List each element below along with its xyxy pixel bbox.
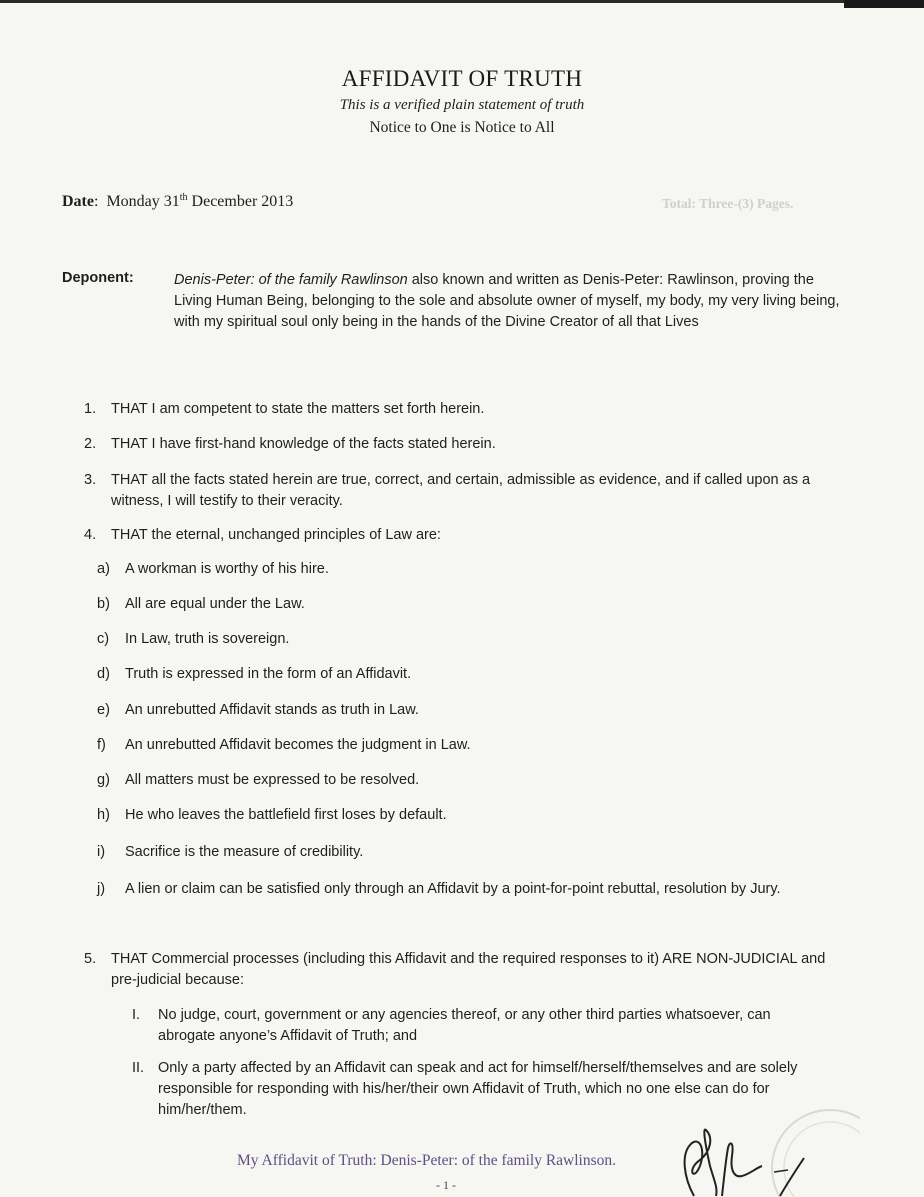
sub-item-text: No judge, court, government or any agencies thereof, or any other third parties whatsoever, can abrogate anyone’s Affidavit of Truth; and xyxy=(158,1007,771,1044)
list-item-text: THAT Commercial processes (including this Affidavit and the required responses to it) ARE NON-JUDICIAL and pre-judicial because: xyxy=(111,951,826,988)
principle-text: Truth is expressed in the form of an Affidavit. xyxy=(125,666,412,682)
document-subtitle: This is a verified plain statement of truth xyxy=(339,97,585,113)
principle-letter: b) xyxy=(97,596,110,612)
principle-letter: c) xyxy=(97,631,110,647)
principle-text: All are equal under the Law. xyxy=(125,596,305,612)
deponent-description: also known and written as Denis-Peter: Rawlinson, proving the Living Human Being, belonging to the sole and absolute owner of myself, my body, my very living being, with my spiritual soul only being in the hands of the Divine Creator of all that Lives xyxy=(174,272,840,330)
list-item-number: 5. xyxy=(84,951,97,967)
total-pages: Total: Three-(3) Pages. xyxy=(662,196,794,211)
principle-letter: h) xyxy=(97,807,110,823)
principle-text: A lien or claim can be satisfied only through an Affidavit by a point-for-point rebuttal, resolution by Jury. xyxy=(125,881,781,897)
principle-text: He who leaves the battlefield first loses by default. xyxy=(125,807,447,823)
principle-text: An unrebutted Affidavit stands as truth in Law. xyxy=(125,702,419,718)
principle-letter: f) xyxy=(97,737,106,753)
deponent-text xyxy=(174,270,844,333)
principle-letter: i) xyxy=(97,844,106,860)
top-edge-mark xyxy=(844,0,924,8)
principle-text: All matters must be expressed to be resolved. xyxy=(125,772,420,788)
date-label: Date xyxy=(62,193,94,210)
principle-text: A workman is worthy of his hire. xyxy=(125,561,329,577)
notice-line: Notice to One is Notice to All xyxy=(369,119,555,136)
principle-letter: g) xyxy=(97,772,110,788)
deponent-label: Deponent: xyxy=(62,270,134,286)
principle-letter: a) xyxy=(97,561,110,577)
list-item-number: 4. xyxy=(84,527,97,543)
sub-item-numeral: I. xyxy=(132,1007,141,1023)
list-item-text: THAT all the facts stated herein are true, correct, and certain, admissible as evidence, and if called upon as a witness, I will testify to their veracity. xyxy=(111,472,811,509)
principle-text: In Law, truth is sovereign. xyxy=(125,631,290,647)
list-item-number: 1. xyxy=(84,401,97,417)
list-item-text: THAT the eternal, unchanged principles of Law are: xyxy=(111,527,441,543)
principle-text: Sacrifice is the measure of credibility. xyxy=(125,844,364,860)
date-rest: December 2013 xyxy=(187,193,294,210)
sub-item-text: Only a party affected by an Affidavit can speak and act for himself/herself/themselves and are solely responsible for responding with his/her/their own Affidavit of Truth, which no one else can do for him/her/them. xyxy=(158,1060,798,1118)
list-item-text: THAT I am competent to state the matters set forth herein. xyxy=(111,401,485,417)
handwritten-signature xyxy=(676,1108,806,1197)
principle-letter: e) xyxy=(97,702,110,718)
principle-text: An unrebutted Affidavit becomes the judgment in Law. xyxy=(125,737,471,753)
date-row: Date: Monday 31th December 2013 xyxy=(62,192,294,210)
list-item-number: 3. xyxy=(84,472,97,488)
date-suffix: th xyxy=(179,192,188,203)
principle-letter: d) xyxy=(97,666,110,682)
sub-item-numeral: II. xyxy=(132,1060,145,1076)
top-edge-rule xyxy=(0,0,924,3)
principle-letter: j) xyxy=(97,881,106,897)
page-footer: My Affidavit of Truth: Denis-Peter: of the family Rawlinson. xyxy=(237,1152,617,1169)
list-item-number: 2. xyxy=(84,436,97,452)
deponent-name: Denis-Peter: of the family Rawlinson xyxy=(174,272,408,288)
list-item-text: THAT I have first-hand knowledge of the facts stated herein. xyxy=(111,436,496,452)
document-title: AFFIDAVIT OF TRUTH xyxy=(341,66,583,91)
date-weekday: Monday 31 xyxy=(106,193,180,210)
page-number: - 1 - xyxy=(436,1178,456,1192)
